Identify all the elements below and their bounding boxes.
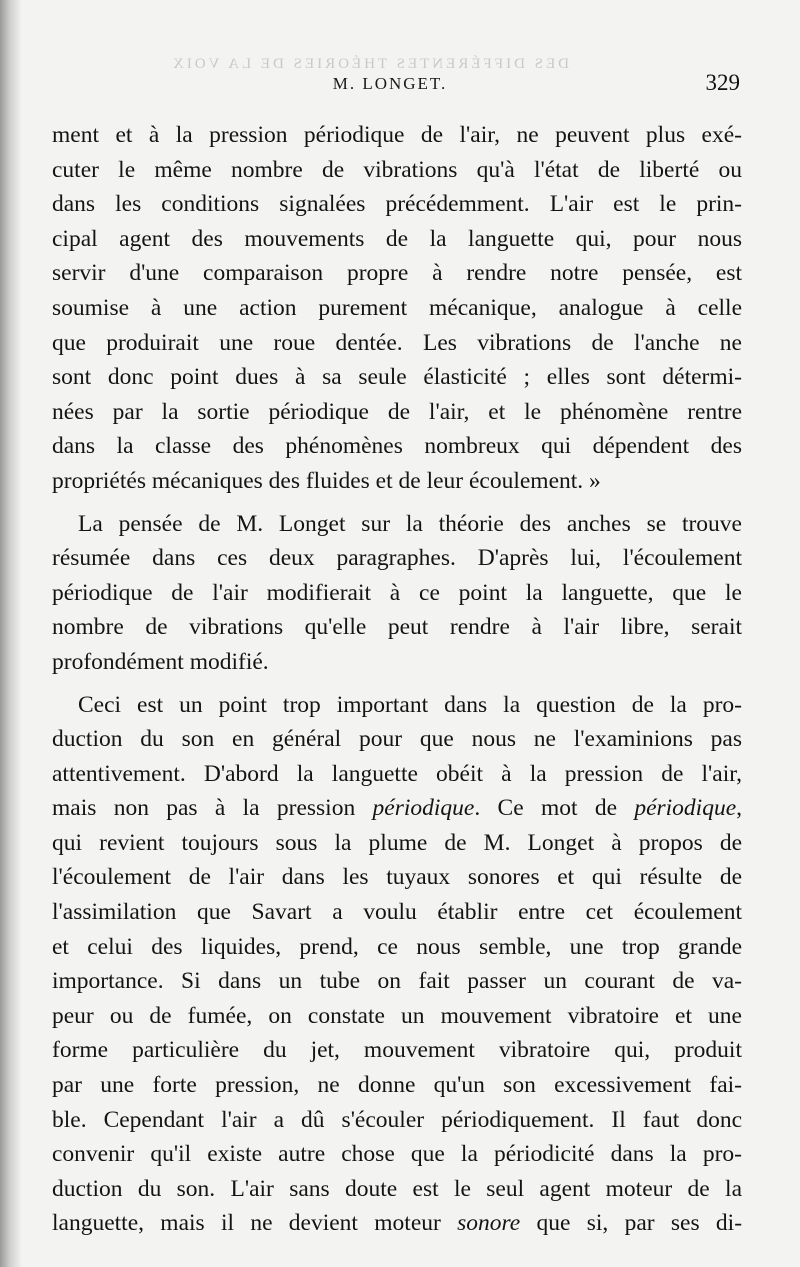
italic-word: périodique bbox=[372, 795, 475, 822]
text-line: cipal agent des mouvements de la languette qui, pour nous bbox=[52, 225, 742, 252]
text-line: convenir qu'il existe autre chose que la périodicité dans la pro- bbox=[52, 1141, 742, 1168]
binding-shadow bbox=[0, 0, 22, 1267]
text-line: l'écoulement de l'air dans les tuyaux sonores et qui résulte de bbox=[52, 864, 742, 891]
paragraph-3 bbox=[52, 688, 742, 1242]
text-line-mixed bbox=[52, 1206, 742, 1241]
text-line: propriétés mécaniques des fluides et de leur écoulement. » bbox=[52, 467, 601, 494]
text-line: dans la classe des phénomènes nombreux qui dépendent des bbox=[52, 433, 742, 460]
text-span: . Ce mot de bbox=[474, 795, 617, 822]
text-line: nombre de vibrations qu'elle peut rendre à l'air libre, serait bbox=[52, 614, 742, 641]
text-span: languette, mais il ne devient moteur bbox=[52, 1210, 441, 1237]
text-line: servir d'une comparaison propre à rendre notre pensée, est bbox=[52, 260, 742, 287]
text-line: peur ou de fumée, on constate un mouvement vibratoire et une bbox=[52, 1002, 742, 1029]
text-line: importance. Si dans un tube on fait passer un courant de va- bbox=[52, 968, 742, 995]
italic-word: périodique bbox=[634, 795, 737, 822]
text-span: mais non pas à la pression bbox=[52, 795, 356, 822]
text-line: qui revient toujours sous la plume de M. Longet à propos de bbox=[52, 829, 742, 856]
text-line: sont donc point dues à sa seule élasticité ; elles sont détermi- bbox=[52, 364, 742, 391]
page-number: 329 bbox=[705, 70, 740, 95]
text-line: duction du son en général pour que nous ne l'examinions pas bbox=[52, 726, 742, 753]
text-span: , bbox=[736, 795, 743, 822]
running-head: M. LONGET. bbox=[332, 74, 448, 93]
paragraph-1 bbox=[52, 118, 742, 499]
italic-word: sonore bbox=[457, 1210, 521, 1237]
text-line: ble. Cependant l'air a dû s'écouler périodiquement. Il faut donc bbox=[52, 1106, 742, 1133]
text-line: La pensée de M. Longet sur la théorie des anches se trouve bbox=[78, 510, 742, 537]
text-span: que si, par ses di- bbox=[536, 1210, 743, 1237]
page-header bbox=[40, 70, 740, 100]
text-line: périodique de l'air modifierait à ce point la languette, que le bbox=[52, 579, 742, 606]
body-text bbox=[52, 118, 742, 1241]
text-line: que produirait une roue dentée. Les vibrations de l'anche ne bbox=[52, 329, 742, 356]
text-line: profondément modifié. bbox=[52, 648, 269, 675]
text-line: ment et à la pression périodique de l'air, ne peuvent plus exé- bbox=[52, 122, 742, 148]
text-line: nées par la sortie périodique de l'air, et le phénomène rentre bbox=[52, 398, 742, 425]
paragraph-2 bbox=[52, 507, 742, 680]
text-line: dans les conditions signalées précédemment. L'air est le prin- bbox=[52, 191, 742, 218]
bleed-through-text: DES DIFFÉRENTES THÉORIES DE LA VOIX bbox=[170, 56, 570, 72]
text-line: duction du son. L'air sans doute est le seul agent moteur de la bbox=[52, 1175, 742, 1202]
text-line: Ceci est un point trop important dans la question de la pro- bbox=[78, 691, 742, 718]
text-line-mixed bbox=[52, 791, 742, 826]
text-line: l'assimilation que Savart a voulu établir entre cet écoulement bbox=[52, 899, 742, 926]
text-line: attentivement. D'abord la languette obéit à la pression de l'air, bbox=[52, 760, 742, 787]
text-line: forme particulière du jet, mouvement vibratoire qui, produit bbox=[52, 1037, 742, 1064]
text-line: soumise à une action purement mécanique, analogue à celle bbox=[52, 294, 742, 321]
text-line: cuter le même nombre de vibrations qu'à l'état de liberté ou bbox=[52, 156, 742, 183]
text-line: et celui des liquides, prend, ce nous semble, une trop grande bbox=[52, 933, 742, 960]
text-line: par une forte pression, ne donne qu'un son excessivement fai- bbox=[52, 1072, 742, 1099]
text-line: résumée dans ces deux paragraphes. D'après lui, l'écoulement bbox=[52, 545, 742, 572]
